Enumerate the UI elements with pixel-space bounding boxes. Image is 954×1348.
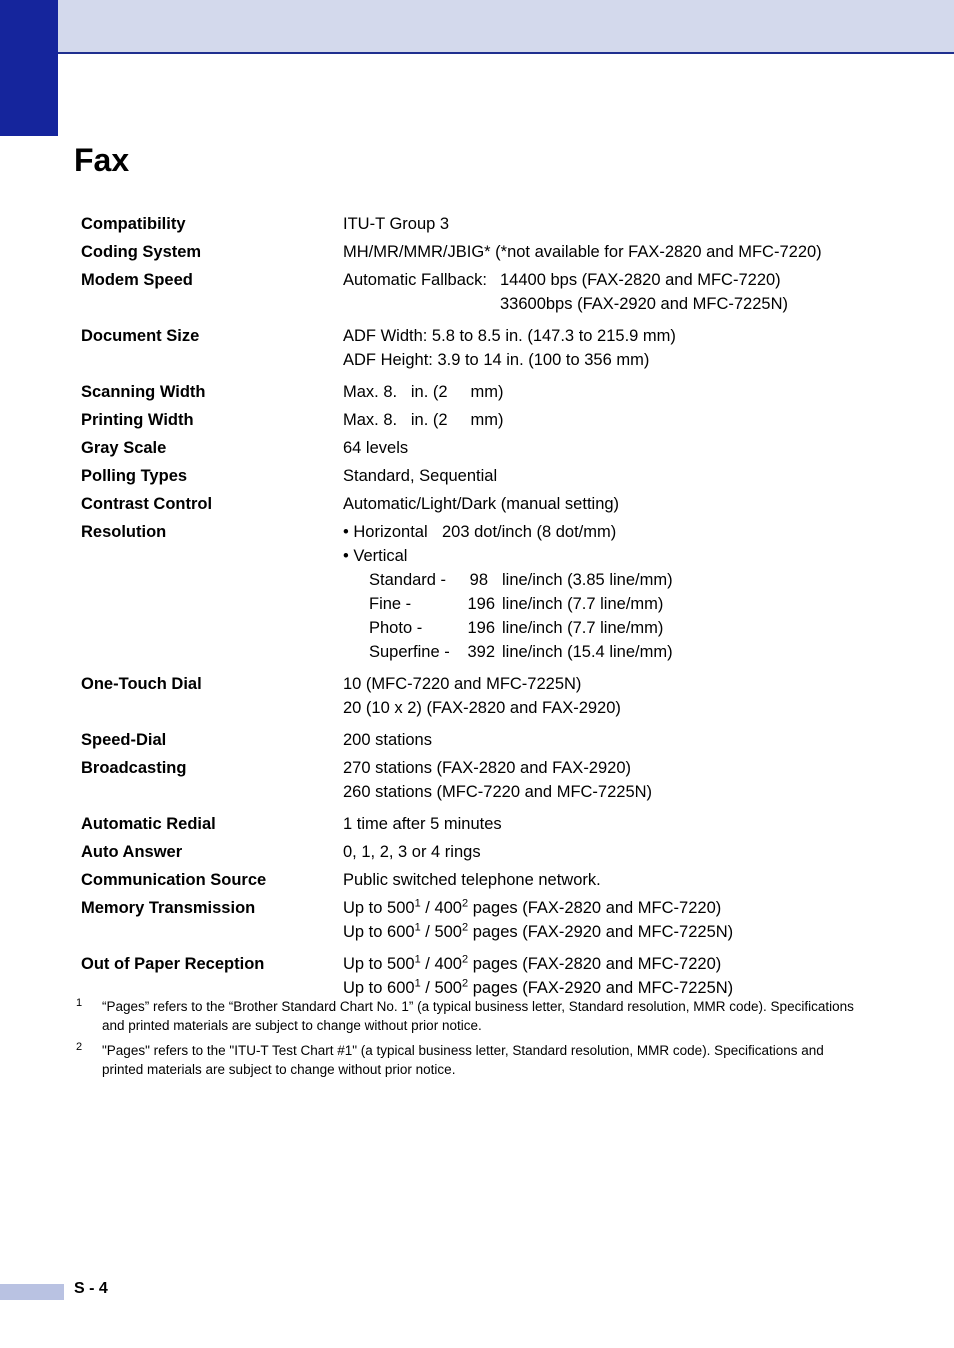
spec-row-resolution <box>81 520 901 664</box>
spec-row-printwidth <box>81 408 901 432</box>
docsize-line-1: ADF Width: 5.8 to 8.5 in. (147.3 to 215.9 mm) <box>343 327 676 345</box>
spec-value <box>343 756 901 804</box>
spec-row-onetouch <box>81 672 901 720</box>
text: Up to 600 <box>343 979 415 997</box>
res-unit: line/inch (7.7 line/mm) <box>502 595 664 613</box>
spec-label: Modem Speed <box>81 271 193 289</box>
spec-value: ITU-T Group 3 <box>343 215 450 233</box>
spec-value <box>343 520 901 664</box>
spec-row-scanwidth <box>81 380 901 404</box>
spec-value <box>343 268 901 316</box>
spec-row-speeddial <box>81 728 901 752</box>
text: Up to 500 <box>343 955 415 973</box>
broadcast-line-2: 260 stations (MFC-7220 and MFC-7225N) <box>343 783 653 801</box>
res-mode: Photo - <box>369 619 423 637</box>
modem-line-1: 14400 bps (FAX-2820 and MFC-7220) <box>500 271 781 289</box>
spec-row-redial <box>81 812 901 836</box>
spec-value: MH/MR/MMR/JBIG* (*not available for FAX-2820 and MFC-7220) <box>343 243 822 261</box>
spec-row-memory-transmission <box>81 896 901 944</box>
corner-tab <box>0 0 58 136</box>
footnote-ref: 2 <box>461 953 469 966</box>
text: pages (FAX-2820 and MFC-7220) <box>468 955 722 973</box>
spec-label: Polling Types <box>81 467 188 485</box>
spec-row-out-of-paper <box>81 952 901 1000</box>
text: pages (FAX-2920 and MFC-7225N) <box>468 923 734 941</box>
text: pages (FAX-2820 and MFC-7220) <box>468 899 722 917</box>
spec-row-polling <box>81 464 901 488</box>
text: / 400 <box>420 955 462 973</box>
res-num: 98 <box>469 571 488 589</box>
text: pages (FAX-2920 and MFC-7225N) <box>468 979 734 997</box>
spec-value: Public switched telephone network. <box>343 871 601 889</box>
spec-value: 1 time after 5 minutes <box>343 815 502 833</box>
page-number: S - 4 <box>74 1280 108 1297</box>
res-mode: Fine - <box>369 595 412 613</box>
spec-label: Printing Width <box>81 411 194 429</box>
spec-label: Auto Answer <box>81 843 183 861</box>
resolution-horizontal <box>343 520 901 544</box>
footnote-number: 2 <box>76 1041 83 1053</box>
horizontal-label: • Horizontal <box>343 523 428 541</box>
modem-prefix: Automatic Fallback: <box>343 271 487 289</box>
footnote-ref: 1 <box>414 921 421 934</box>
res-mode: Superfine - <box>369 643 450 661</box>
spec-label: Automatic Redial <box>81 815 216 833</box>
res-mode: Standard - <box>369 571 447 589</box>
vertical-resolution-table <box>343 568 901 664</box>
footnote-number: 1 <box>76 997 83 1009</box>
oop-line-1 <box>343 952 901 976</box>
footnote-ref: 2 <box>461 897 469 910</box>
spec-value: 200 stations <box>343 731 432 749</box>
text: / 500 <box>420 979 462 997</box>
spec-label: Compatibility <box>81 215 186 233</box>
spec-label: Contrast Control <box>81 495 213 513</box>
footnote-ref: 2 <box>461 921 469 934</box>
modem-grid <box>343 268 901 316</box>
text: Up to 600 <box>343 923 415 941</box>
spec-value <box>343 896 901 944</box>
spec-label: Coding System <box>81 243 202 261</box>
spec-label: Communication Source <box>81 871 267 889</box>
spec-value <box>343 324 901 372</box>
spec-label: Resolution <box>81 523 167 541</box>
footnote <box>76 998 866 1035</box>
spec-row-gray <box>81 436 901 460</box>
spec-row-modem <box>81 268 901 316</box>
spec-label: Gray Scale <box>81 439 167 457</box>
broadcast-line-1: 270 stations (FAX-2820 and FAX-2920) <box>343 759 632 777</box>
spec-row-source <box>81 868 901 892</box>
spec-value: 64 levels <box>343 439 409 457</box>
spec-value <box>343 952 901 1000</box>
res-num: 196 <box>467 595 495 613</box>
res-unit: line/inch (7.7 line/mm) <box>502 619 664 637</box>
spec-row-broadcast <box>81 756 901 804</box>
page-title: Fax <box>74 142 130 178</box>
spec-label: Speed-Dial <box>81 731 167 749</box>
spec-row-coding <box>81 240 901 264</box>
spec-table <box>81 212 901 1004</box>
footnote-text: “Pages” refers to the “Brother Standard Chart No. 1” (a typical business letter, Standard resolution, MMR code). Specifications and printed materials are subject to change without prior notice. <box>102 999 854 1033</box>
res-unit: line/inch (15.4 line/mm) <box>502 643 673 661</box>
text: / 500 <box>420 923 462 941</box>
memtx-line-2 <box>343 920 901 944</box>
footnote <box>76 1042 866 1079</box>
footnote-ref: 1 <box>414 953 421 966</box>
spec-label: Memory Transmission <box>81 899 256 917</box>
footnote-ref: 2 <box>461 977 469 990</box>
page-marker-bar <box>0 1284 64 1300</box>
onetouch-line-1: 10 (MFC-7220 and MFC-7225N) <box>343 675 582 693</box>
memtx-line-1 <box>343 896 901 920</box>
horizontal-value: 203 dot/inch (8 dot/mm) <box>442 523 617 541</box>
modem-line-2: 33600bps (FAX-2920 and MFC-7225N) <box>500 295 788 313</box>
footnote-ref: 1 <box>414 977 421 990</box>
footnote-ref: 1 <box>414 897 421 910</box>
text: Up to 500 <box>343 899 415 917</box>
spec-label: Out of Paper Reception <box>81 955 265 973</box>
spec-label: One-Touch Dial <box>81 675 202 693</box>
res-num: 392 <box>467 643 495 661</box>
spec-row-autoanswer <box>81 840 901 864</box>
footnote-text: "Pages" refers to the "ITU-T Test Chart #1" (a typical business letter, Standard resolution, MMR code). Specifications and printed materials are subject to change without prior notice. <box>102 1043 824 1077</box>
spec-label: Document Size <box>81 327 200 345</box>
spec-value: Max. 8. in. (2 mm) <box>343 411 504 429</box>
spec-value: 0, 1, 2, 3 or 4 rings <box>343 843 481 861</box>
res-unit: line/inch (3.85 line/mm) <box>502 571 673 589</box>
text: / 400 <box>420 899 462 917</box>
spec-value: Standard, Sequential <box>343 467 498 485</box>
spec-row-contrast <box>81 492 901 516</box>
docsize-line-2: ADF Height: 3.9 to 14 in. (100 to 356 mm) <box>343 351 650 369</box>
spec-row-compatibility <box>81 212 901 236</box>
onetouch-line-2: 20 (10 x 2) (FAX-2820 and FAX-2920) <box>343 699 621 717</box>
spec-label: Scanning Width <box>81 383 206 401</box>
res-num: 196 <box>467 619 495 637</box>
oop-line-2 <box>343 976 901 1000</box>
footnotes <box>76 998 866 1086</box>
header-band <box>58 0 954 54</box>
spec-value: Automatic/Light/Dark (manual setting) <box>343 495 620 513</box>
spec-value: Max. 8. in. (2 mm) <box>343 383 504 401</box>
spec-label: Broadcasting <box>81 759 187 777</box>
vertical-label: • Vertical <box>343 547 408 565</box>
spec-row-docsize <box>81 324 901 372</box>
spec-value <box>343 672 901 720</box>
